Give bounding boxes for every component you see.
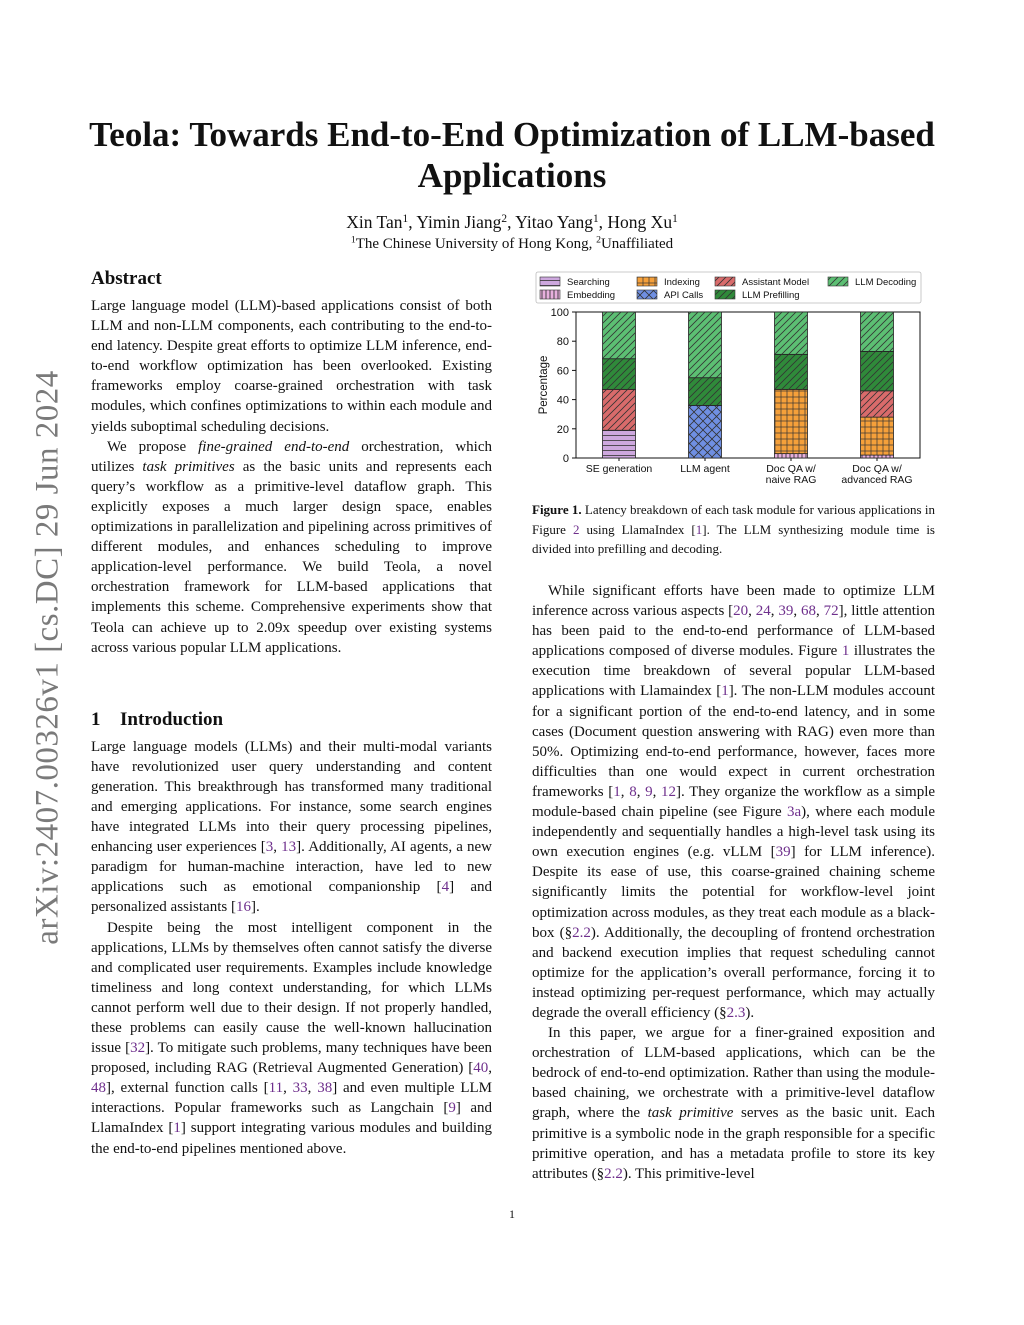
citation-link[interactable]: 38	[317, 1080, 333, 1097]
citation-link[interactable]: 72	[823, 603, 839, 620]
citation-link[interactable]: 2.2	[572, 924, 591, 941]
text-run: ]. Additionally, AI agents, a new paradigm for human-machine interaction, have led to new applications such as emotional companionship [	[91, 839, 492, 896]
citation-link[interactable]: 39	[778, 603, 794, 620]
text-run: In this paper, we argue for a finer-grained exposition and orchestration of LLM-based applications, which can be the bedrock of end-to-end optimization. Rather than using the module-based chaining, we orchestrate with a primitive-level dataflow graph, where the	[532, 1025, 935, 1122]
author-name: Hong Xu	[607, 212, 673, 232]
citation-link[interactable]: 1	[721, 683, 729, 700]
caption-text: Latency breakdown of each task module for various applications in Figure	[532, 502, 935, 537]
citation-link[interactable]: 2.3	[726, 1004, 746, 1021]
section-title: Introduction	[120, 708, 224, 730]
text-run: ,	[793, 603, 801, 620]
text-run: ,	[815, 603, 824, 620]
author-name: Xin Tan	[346, 212, 403, 232]
caption-text: ]. The LLM synthesizing module time is divided into prefilling and decoding.	[532, 521, 935, 556]
text-run: Despite being the most intelligent component in the applications, LLMs by themselves often cannot satisfy the diverse and complicated user requirements. Examples include knowledge timeliness and long context understanding, for which LLMs cannot perform well due to their design. If not properly handled, these problems can easily cause the well-known hallucination issue [	[91, 919, 492, 1057]
citation-link[interactable]: 32	[130, 1040, 146, 1057]
legend-label: Embedding	[567, 290, 616, 301]
citation-link[interactable]: 1	[841, 643, 850, 660]
text-run: ] and LlamaIndex [	[91, 1100, 492, 1137]
affiliation-name: The Chinese University of Hong Kong,	[355, 236, 597, 252]
text-run: ] and even multiple LLM interactions. Popular frameworks such as Langchain [	[91, 1080, 492, 1117]
text-run: ,	[652, 783, 662, 800]
x-tick-label: SE generation	[585, 463, 653, 475]
separator: ,	[598, 212, 608, 232]
bar-segment-hatch	[861, 312, 894, 351]
text-run: ), where each module independently and sequentially handles a high-level task using its own execution engines (e.g. vLLM [	[532, 804, 935, 861]
citation-link[interactable]: 1	[695, 521, 703, 537]
figure-1	[532, 268, 935, 495]
y-tick-label: 100	[550, 307, 569, 319]
bar-segment-hatch	[689, 312, 722, 378]
legend-label: LLM Decoding	[855, 277, 917, 288]
legend-label: Assistant Model	[742, 277, 810, 288]
citation-link[interactable]: 4	[441, 879, 450, 896]
legend-swatch-hatch	[540, 277, 560, 286]
text-run: ,	[283, 1080, 293, 1097]
chart-legend	[536, 272, 921, 303]
emphasis: task primitive	[647, 1105, 734, 1122]
citation-link[interactable]: 8	[629, 783, 637, 800]
text-run: ] support integrating various modules and building the end-to-end pipelines mentioned above.	[91, 1120, 493, 1157]
bar-segment-hatch	[603, 430, 636, 458]
text-run: as the basic units and represents each query’s workflow as a primitive-level dataflow graph. This explicitly exposes a much larger design space, enables optimizations in parallelization and pipelining across primitives of different modules, and enhances scheduling to improve application-level performance. We build Teola, a novel orchestration framework for LLM-based applications that implements this scheme. Comprehensive experiments show that Teola can achieve up to 2.09x speedup over existing systems across various popular LLM applications.	[91, 458, 493, 656]
text-run: ], external function calls [	[106, 1080, 269, 1097]
x-tick-label: Doc QA w/	[852, 463, 902, 475]
legend-swatch-hatch	[715, 277, 735, 286]
citation-link[interactable]: 3a	[786, 804, 802, 821]
figure-reference-link[interactable]: 2	[572, 521, 580, 537]
text-run: ).	[745, 1004, 755, 1021]
bar-segment-hatch	[861, 455, 894, 458]
section-number: 1	[91, 708, 101, 730]
chart-bars	[603, 312, 894, 458]
legend-swatch-hatch	[715, 290, 735, 299]
intro-paragraph-2	[91, 918, 492, 1159]
text-run: While significant efforts have been made to optimize LLM inference across various aspects [	[532, 583, 935, 620]
y-tick-label: 60	[556, 365, 569, 378]
bar-segment-hatch	[775, 354, 808, 389]
x-tick-label: naive RAG	[765, 474, 817, 486]
citation-link[interactable]: 2.2	[604, 1165, 623, 1182]
citation-link[interactable]: 3	[265, 839, 274, 856]
y-tick-label: 20	[556, 423, 569, 436]
intro-paragraph-1	[91, 737, 492, 918]
separator: ,	[408, 212, 417, 232]
x-tick-label: LLM agent	[680, 463, 730, 475]
body-paragraph-2	[532, 1023, 935, 1184]
legend-label: Indexing	[664, 277, 700, 288]
bar-segment-hatch	[775, 454, 808, 458]
citation-link[interactable]: 9	[448, 1100, 456, 1117]
affiliation-marker: 1	[402, 212, 409, 225]
affiliation-marker: 2	[501, 212, 508, 225]
legend-swatch-hatch	[828, 277, 848, 286]
x-tick-label: advanced RAG	[841, 474, 913, 486]
text-run: ]. They organize the workflow as a simple module-based chain pipeline (see Figure	[532, 783, 936, 821]
latency-breakdown-chart	[532, 268, 935, 490]
author-name: Yitao Yang	[515, 212, 593, 232]
citation-link[interactable]: 40	[473, 1060, 489, 1077]
bar-segment-hatch	[689, 378, 722, 406]
emphasis: task primitives	[142, 458, 235, 475]
text-run: ].	[250, 899, 260, 916]
y-tick-label: 40	[556, 394, 569, 407]
bar-segment-hatch	[861, 391, 894, 417]
text-run: ). Additionally, the decoupling of frontend orchestration and backend execution implies that request scheduling cannot optimize for the application’s overall performance, forcing it to instead optimizing per-request performance, which may actually degrade the overall efficiency (§	[532, 924, 935, 1021]
bar-segment-hatch	[689, 405, 722, 458]
x-tick-label: Doc QA w/	[766, 463, 816, 475]
arxiv-identifier	[28, 369, 68, 945]
emphasis: fine-grained end-to-end	[198, 438, 350, 455]
abstract-heading: Abstract	[91, 268, 162, 289]
y-tick-label: 0	[562, 453, 569, 465]
affiliation-marker: 1	[592, 212, 599, 225]
figure-label: Figure 1.	[532, 502, 582, 517]
citation-link[interactable]: 9	[645, 783, 653, 800]
text-run: ]. The non-LLM modules account for a significant portion of the end-to-end latency, and in some cases (Document question answering with RAG) even more than 50%. Optimizing end-to-end performance, however, faces more difficulties than one would expect in current orchestration frameworks [	[532, 683, 935, 800]
figure-1-caption	[532, 500, 935, 559]
affiliation-marker: 1	[672, 212, 678, 225]
legend-swatch-hatch	[637, 277, 657, 286]
text-run: ,	[307, 1080, 318, 1097]
affiliation-name: Unaffiliated	[600, 236, 674, 252]
text-run: ]. To mitigate such problems, many techniques have been proposed, including RAG (Retrieval Augmented Generation) [	[91, 1040, 492, 1077]
right-column	[532, 581, 935, 1184]
paper-title: Teola: Towards End-to-End Optimization of LLM-based Applications	[89, 115, 935, 195]
page-number: 1	[509, 1207, 515, 1221]
arxiv-id-text: arXiv:2407.00326v1 [cs.DC] 29 Jun 2024	[29, 369, 66, 945]
citation-link[interactable]: 1	[613, 783, 621, 800]
text-run: ,	[273, 839, 282, 856]
body-paragraph-1	[532, 581, 935, 1023]
citation-link[interactable]: 39	[775, 844, 791, 861]
section-heading-introduction	[91, 707, 492, 733]
legend-label: LLM Prefilling	[742, 290, 800, 301]
citation-link[interactable]: 24	[755, 603, 771, 620]
legend-swatch-hatch	[637, 290, 657, 299]
text-run: ,	[620, 783, 630, 800]
text-run: serves as the basic unit. Each primitive is a symbolic node in the graph responsible for a specific primitive operation, and has a metadata profile to store its key attributes (§	[532, 1105, 935, 1182]
text-run: We propose	[107, 438, 199, 455]
left-column	[91, 266, 492, 1159]
text-run: Large language models (LLMs) and their multi-modal variants have revolutionized user query understanding and content generation. This breakthrough has transformed many traditional and emerging applications. For instance, some search engines have integrated LLMs into their query processing pipelines, enhancing user experiences [	[91, 738, 492, 856]
text-run: illustrates the execution time breakdown of several popular LLM-based applications with Llamaindex [	[532, 643, 935, 700]
affiliation-marker: 1	[350, 234, 356, 246]
text-run: ,	[488, 1060, 492, 1077]
bar-segment-hatch	[861, 351, 894, 390]
bar-segment-hatch	[775, 389, 808, 453]
text-run: ). This primitive-level	[622, 1165, 755, 1182]
legend-label: API Calls	[664, 290, 704, 301]
citation-link[interactable]: 68	[800, 603, 816, 620]
legend-swatch-hatch	[540, 290, 560, 299]
citation-link[interactable]: 13	[281, 839, 297, 856]
abstract-paragraph-2	[91, 437, 492, 658]
caption-text: using LlamaIndex [	[579, 521, 696, 537]
legend-label: Searching	[567, 277, 610, 288]
citation-link[interactable]: 11	[268, 1080, 284, 1097]
citation-link[interactable]: 33	[292, 1080, 308, 1097]
author-name: Yimin Jiang	[416, 212, 502, 232]
y-axis-label: Percentage	[538, 355, 550, 415]
text-run: ,	[748, 603, 756, 620]
y-tick-label: 80	[556, 336, 569, 349]
affiliation-marker: 2	[596, 234, 601, 246]
text-run: ] for LLM inference). Despite its ease of use, this coarse-grained chaining scheme significantly limits the potential for workflow-level joint optimization across modules, as they treat each module as a black-box (§	[532, 844, 935, 941]
text-run: ] and personalized assistants [	[91, 879, 493, 916]
citation-link[interactable]: 1	[173, 1120, 181, 1137]
abstract-paragraph-1: Large language model (LLM)-based applications consist of both LLM and non-LLM components, each contributing to the end-to-end latency. Despite great efforts to optimize LLM inference, end-to-end workflow optimization has been overlooked. Existing frameworks employ coarse-grained orchestration with task modules, which confines optimizations to within each module and yields suboptimal scheduling decisions.	[91, 298, 492, 435]
citation-link[interactable]: 12	[661, 783, 677, 800]
text-run: ,	[770, 603, 779, 620]
author-list	[0, 210, 1024, 234]
bar-segment-hatch	[603, 359, 636, 390]
separator: ,	[507, 212, 516, 232]
text-run: orchestration, which utilizes	[91, 438, 492, 475]
bar-segment-hatch	[603, 389, 636, 430]
text-run: ,	[636, 783, 646, 800]
bar-segment-hatch	[775, 312, 808, 354]
text-run: ], little attention has been paid to the end-to-end performance of LLM-based applications composed of diverse modules. Figure	[532, 603, 936, 660]
bar-segment-hatch	[603, 312, 636, 359]
citation-link[interactable]: 20	[733, 603, 749, 620]
citation-link[interactable]: 48	[91, 1080, 106, 1097]
bar-segment-hatch	[861, 417, 894, 455]
citation-link[interactable]: 16	[235, 899, 251, 916]
affiliation-list	[0, 234, 1024, 254]
